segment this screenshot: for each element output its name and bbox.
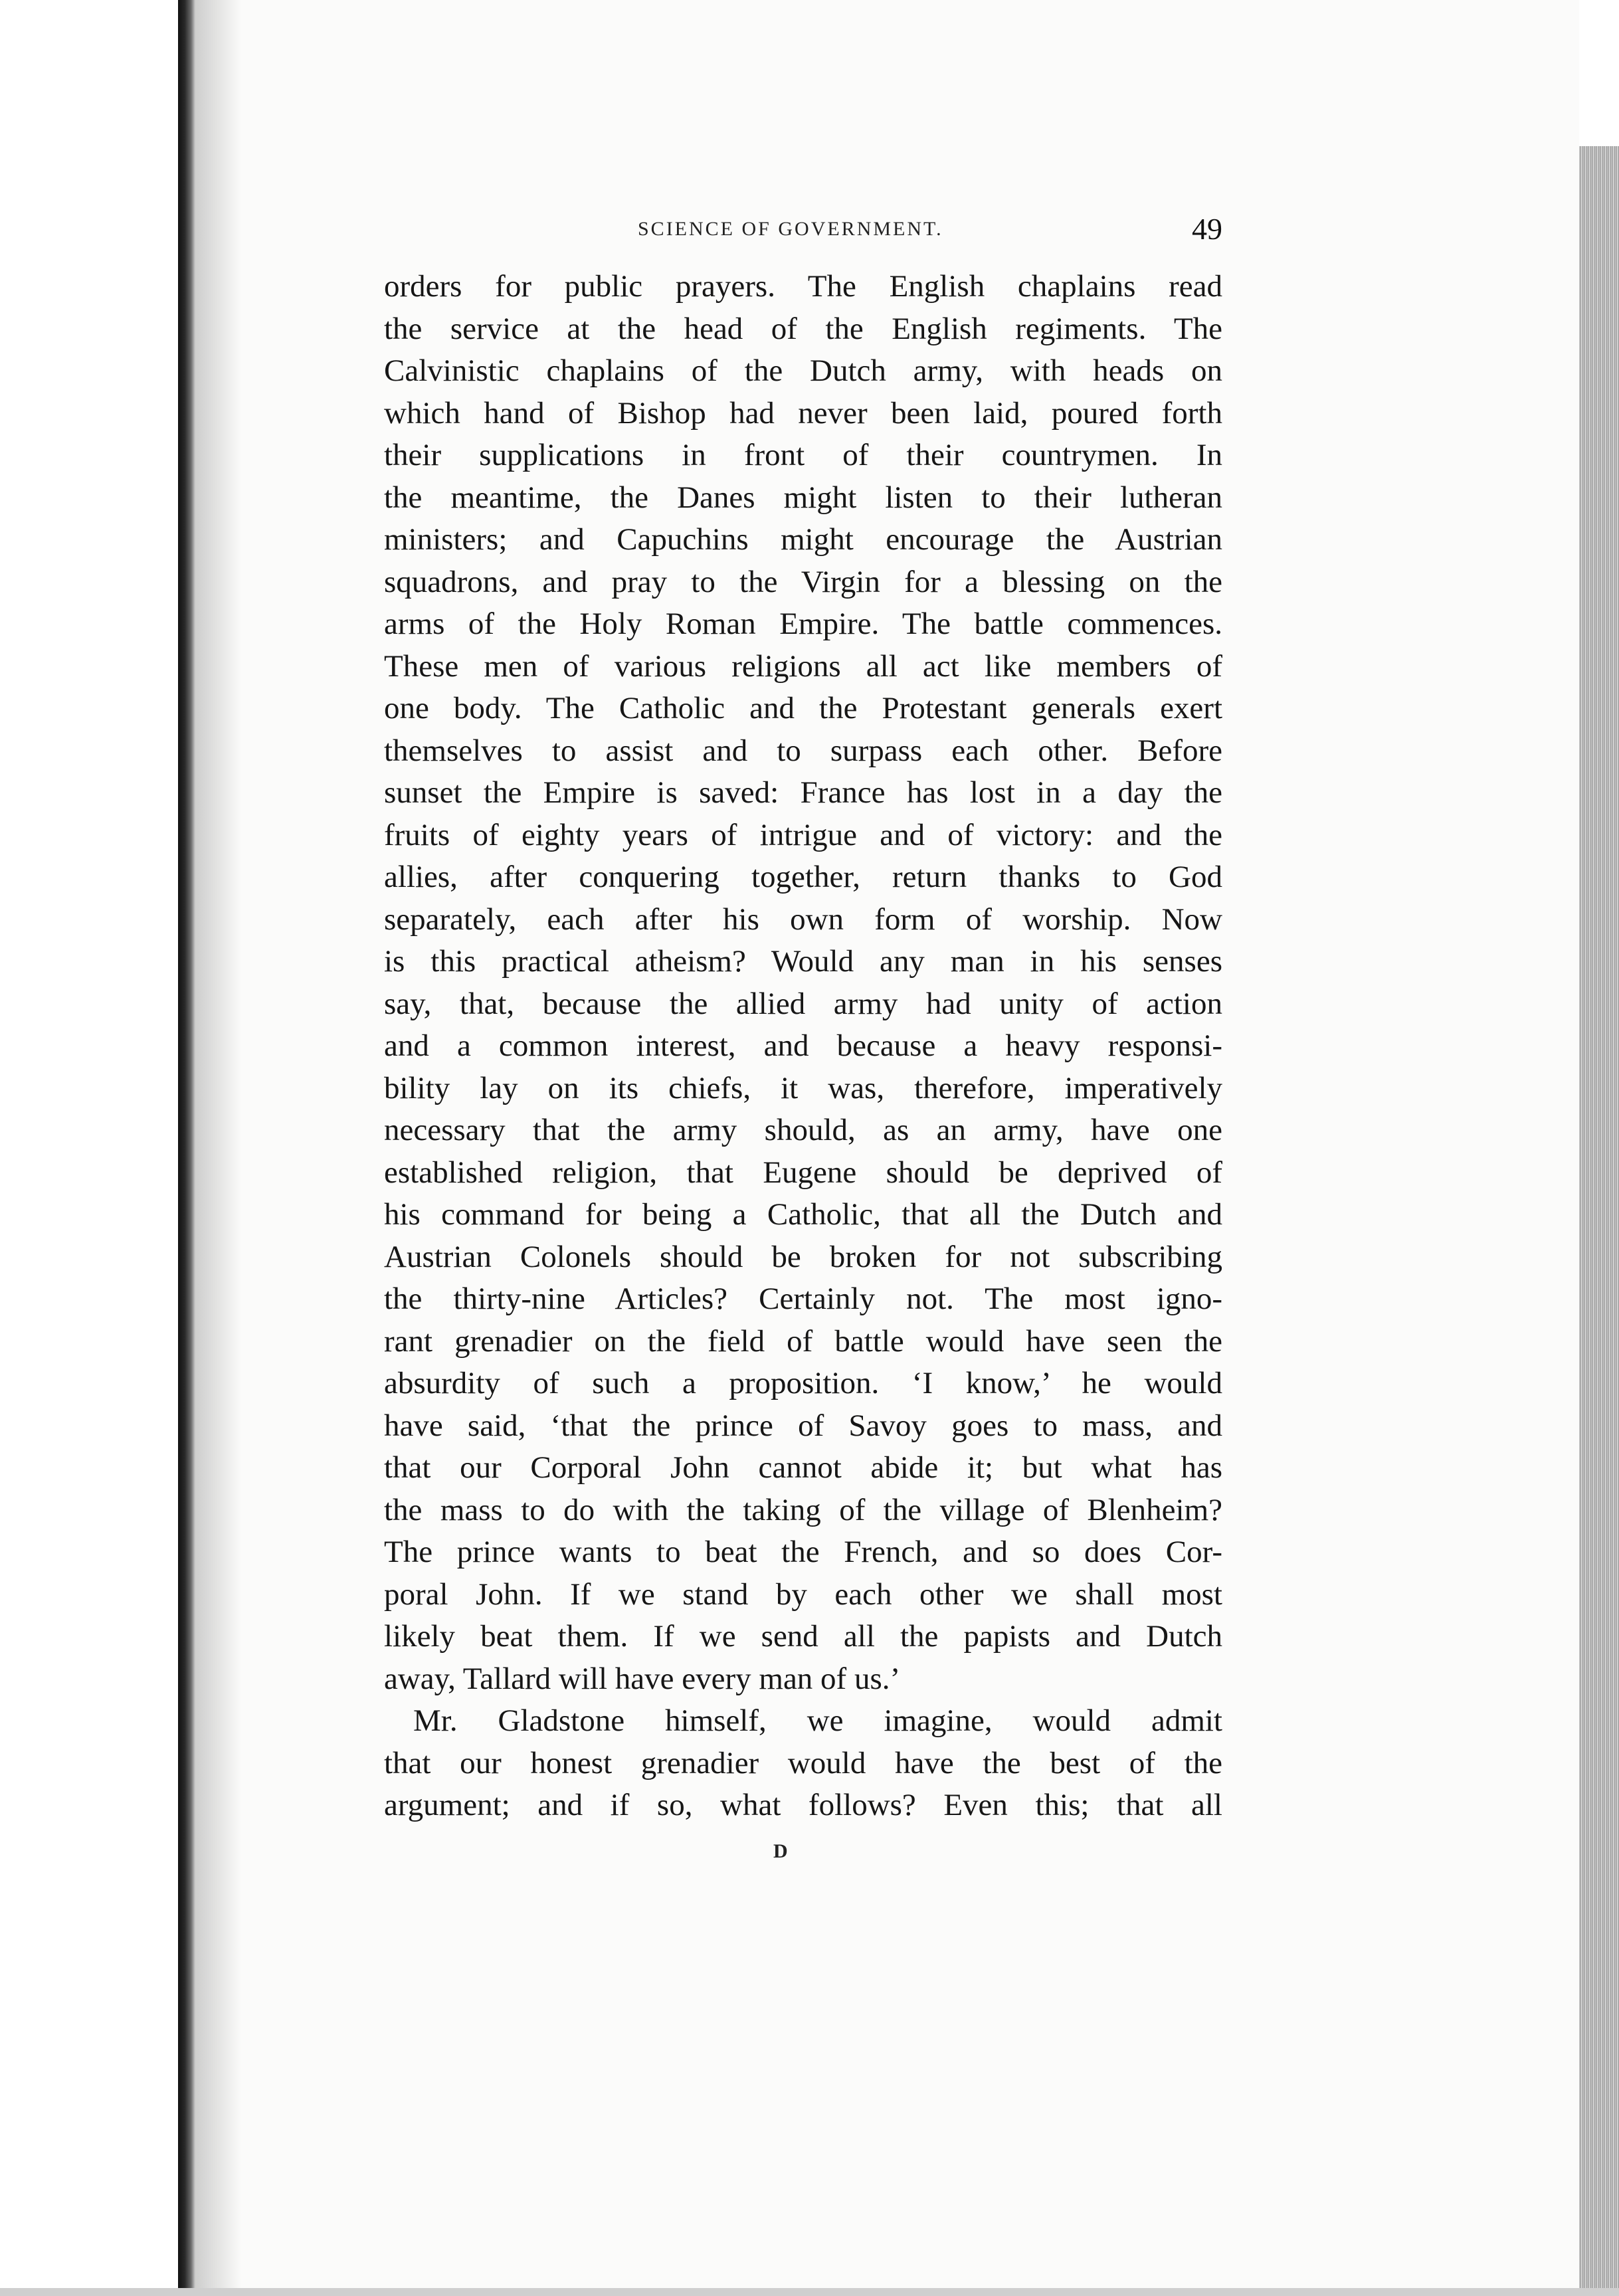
text-line: poral John. If we stand by each other we shall most <box>384 1577 1222 1612</box>
text-line: sunset the Empire is saved: France has lost in a day the <box>384 775 1222 810</box>
text-line: is this practical atheism? Would any man in his senses <box>384 944 1222 979</box>
text-line: his command for being a Catholic, that all the Dutch and <box>384 1197 1222 1232</box>
text-line: away, Tallard will have every man of us.’ <box>384 1661 901 1696</box>
text-line: one body. The Catholic and the Protestant generals exert <box>384 691 1222 725</box>
text-line: arms of the Holy Roman Empire. The battle commences. <box>384 607 1222 641</box>
text-line: allies, after conquering together, return thanks to God <box>384 860 1222 894</box>
text-line: necessary that the army should, as an army, have one <box>384 1113 1222 1147</box>
text-line: bility lay on its chiefs, it was, therefore, imperatively <box>384 1070 1222 1105</box>
text-line: and a common interest, and because a heavy responsi- <box>384 1028 1222 1063</box>
bottom-edge <box>0 2288 1619 2296</box>
running-head: SCIENCE OF GOVERNMENT. <box>638 218 943 240</box>
book-binding-edge <box>178 0 195 2296</box>
text-line: the service at the head of the English regiments. The <box>384 311 1222 346</box>
text-line: argument; and if so, what follows? Even this; that all <box>384 1788 1222 1822</box>
text-line: Calvinistic chaplains of the Dutch army, with heads on <box>384 353 1222 388</box>
signature-mark: D <box>773 1840 788 1862</box>
text-line: ministers; and Capuchins might encourage the Austrian <box>384 522 1222 557</box>
text-line: Mr. Gladstone himself, we imagine, would admit <box>413 1703 1222 1738</box>
text-line: have said, ‘that the prince of Savoy goes to mass, and <box>384 1408 1222 1443</box>
text-line: The prince wants to beat the French, and so does Cor- <box>384 1535 1222 1569</box>
text-line: These men of various religions all act like members of <box>384 648 1222 684</box>
page-edge-top-blank <box>1579 0 1619 146</box>
page-number: 49 <box>1192 212 1222 246</box>
text-line: themselves to assist and to surpass each other. Before <box>384 733 1222 768</box>
text-line: the meantime, the Danes might listen to their lutheran <box>384 480 1222 515</box>
text-line: Austrian Colonels should be broken for not subscribing <box>384 1239 1222 1274</box>
text-line: established religion, that Eugene should be deprived of <box>384 1155 1222 1190</box>
gutter-margin <box>0 0 178 2296</box>
text-line: that our honest grenadier would have the best of the <box>384 1745 1222 1780</box>
page-header <box>638 211 1222 251</box>
text-line: squadrons, and pray to the Virgin for a blessing on the <box>384 564 1222 599</box>
text-line: that our Corporal John cannot abide it; but what has <box>384 1450 1222 1485</box>
text-line: which hand of Bishop had never been laid, poured forth <box>384 395 1222 430</box>
text-line: orders for public prayers. The English chaplains read <box>384 269 1222 304</box>
text-line: the thirty-nine Articles? Certainly not. The most igno- <box>384 1282 1222 1316</box>
text-line: absurdity of such a proposition. ‘I know,’ he would <box>384 1366 1222 1400</box>
text-line: rant grenadier on the field of battle would have seen the <box>384 1323 1222 1359</box>
text-line: the mass to do with the taking of the village of Blenheim? <box>384 1492 1222 1527</box>
text-line: separately, each after his own form of worship. Now <box>384 902 1222 937</box>
page-edge-stack <box>1579 0 1619 2296</box>
text-line: fruits of eighty years of intrigue and of victory: and the <box>384 817 1222 852</box>
body-text <box>384 266 1222 1827</box>
text-line: their supplications in front of their countrymen. In <box>384 438 1222 472</box>
text-line: likely beat them. If we send all the papists and Dutch <box>384 1619 1222 1654</box>
binding-shadow <box>195 0 242 2296</box>
text-line: say, that, because the allied army had unity of action <box>384 986 1222 1021</box>
